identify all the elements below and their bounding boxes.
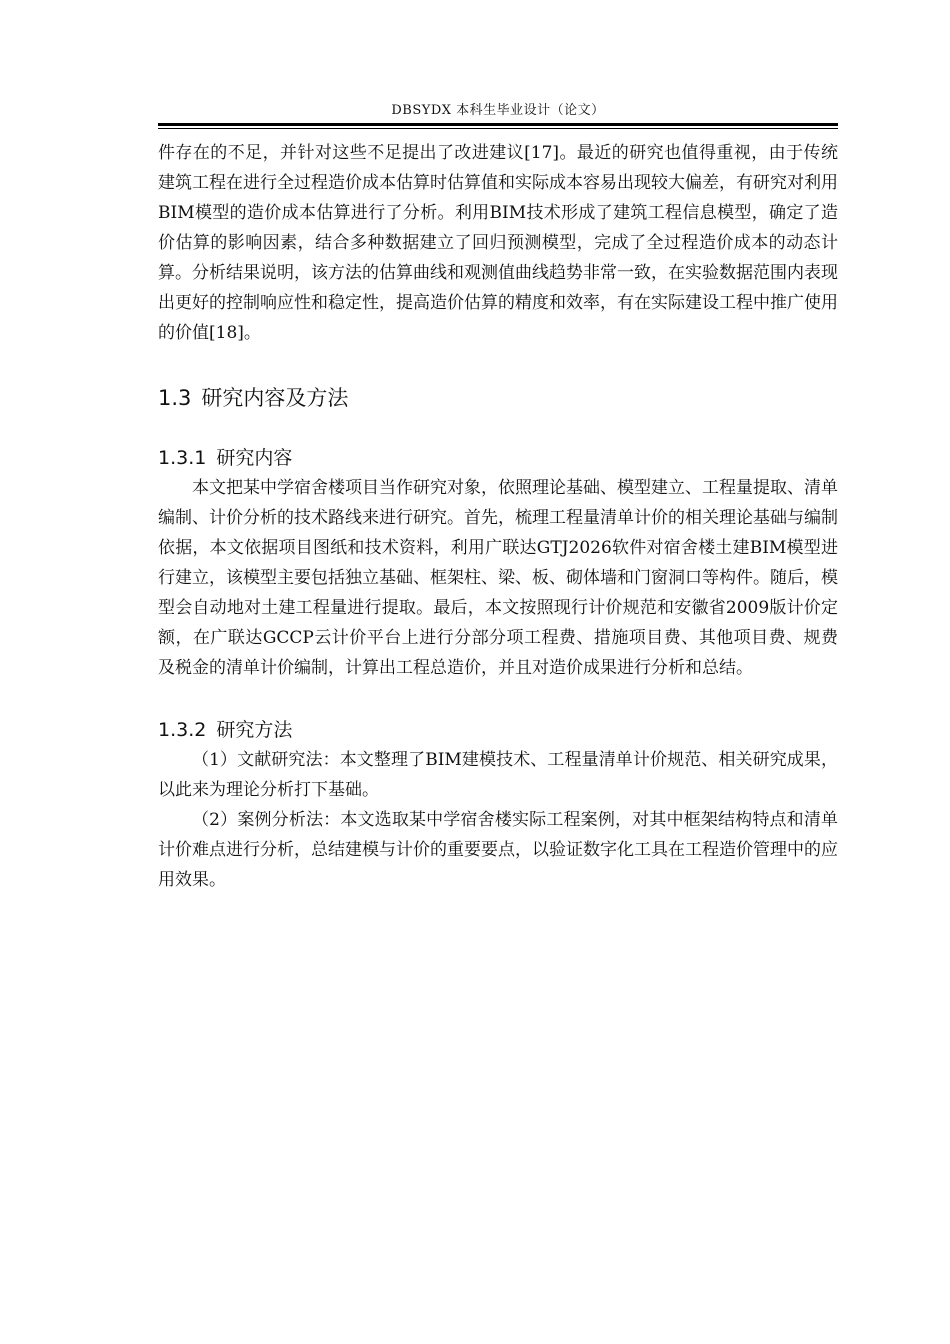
document-body [158,138,838,895]
section-number: 1.3 [158,386,192,410]
subsection-heading-1-3-1 [158,443,838,473]
method-item-literature: （1）文献研究法：本文整理了BIM建模技术、工程量清单计价规范、相关研究成果，以此来为理论分析打下基础。 [158,750,838,800]
section-title: 研究内容及方法 [201,386,349,410]
header-rule-thin [158,128,838,129]
method-item-case-study: （2）案例分析法：本文选取某中学宿舍楼实际工程案例，对其中框架结构特点和清单计价难点进行分析，总结建模与计价的重要要点，以验证数字化工具在工程造价管理中的应用效果。 [158,810,838,890]
research-content-paragraph: 本文把某中学宿舍楼项目当作研究对象，依照理论基础、模型建立、工程量提取、清单编制、计价分析的技术路线来进行研究。首先，梳理工程量清单计价的相关理论基础与编制依据，本文依据项目图纸和技术资料，利用广联达GTJ2026软件对宿舍楼土建BIM模型进行建立，该模型主要包括独立基础、框架柱、梁、板、砌体墙和门窗洞口等构件。随后，模型会自动地对土建工程量进行提取。最后，本文按照现行计价规范和安徽省2009版计价定额，在广联达GCCP云计价平台上进行分部分项工程费、措施项目费、其他项目费、规费及税金的清单计价编制，计算出工程总造价，并且对造价成果进行分析和总结。 [158,478,838,678]
subsection-number: 1.3.1 [158,447,207,469]
intro-paragraph: 件存在的不足，并针对这些不足提出了改进建议[17]。最近的研究也值得重视，由于传统建筑工程在进行全过程造价成本估算时估算值和实际成本容易出现较大偏差，有研究对利用BIM模型的造价成本估算进行了分析。利用BIM技术形成了建筑工程信息模型，确定了造价估算的影响因素，结合多种数据建立了回归预测模型，完成了全过程造价成本的动态计算。分析结果说明，该方法的估算曲线和观测值曲线趋势非常一致，在实验数据范围内表现出更好的控制响应性和稳定性，提高造价估算的精度和效率，有在实际建设工程中推广使用的价值[18]。 [158,143,838,343]
header-rule-thick [158,123,838,126]
page-header: DBSYDX 本科生毕业设计（论文） [391,103,605,118]
subsection-number: 1.3.2 [158,719,207,741]
section-heading-1-3 [158,383,838,413]
subsection-title: 研究方法 [216,719,293,741]
subsection-heading-1-3-2 [158,715,838,745]
subsection-title: 研究内容 [216,447,293,469]
